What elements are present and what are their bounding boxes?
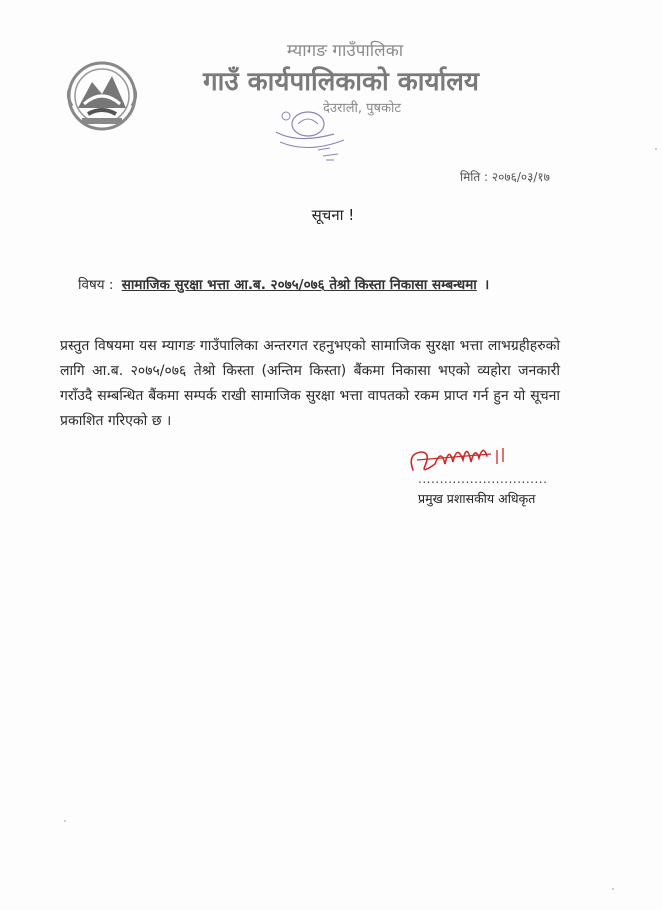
subject-end-mark: । (484, 277, 490, 293)
officer-title: प्रमुख प्रशासकीय अधिकृत (418, 491, 536, 506)
notice-subject (78, 275, 489, 293)
municipality-name: म्यागङ गाउँपालिका (286, 41, 404, 61)
office-stamp-icon (268, 104, 378, 166)
office-address: देउराली, पुषकोट (323, 101, 401, 116)
notice-date: मिति : २०७६/०३/१७ (460, 170, 550, 184)
notice-title: सूचना ! (311, 206, 355, 224)
signature-line: .............................. (418, 472, 548, 486)
subject-label: विषय : (78, 277, 114, 293)
subject-text: सामाजिक सुरक्षा भत्ता आ.ब. २०७५/०७६ तेश्रो किस्ता निकासा सम्बन्धमा (121, 277, 477, 293)
office-name: गाउँ कार्यपालिकाको कार्यालय (203, 67, 479, 97)
notice-body: प्रस्तुत विषयमा यस म्यागङ गाउँपालिका अन्तरगत रहनुभएको सामाजिक सुरक्षा भत्ता लाभग्रहीहरुको लागि आ.ब. २०७५/०७६ तेश्रो किस्ता (अन्तिम किस्ता) बैंकमा निकासा भएको व्यहोरा जनकारी गराँउदै सम्बन्धित बैंकमा सम्पर्क राखी सामाजिक सुरक्षा भत्ता वापतको रकम प्राप्त गर्न हुन यो सूचना प्रकाशित गरिएको छ । (60, 338, 560, 429)
